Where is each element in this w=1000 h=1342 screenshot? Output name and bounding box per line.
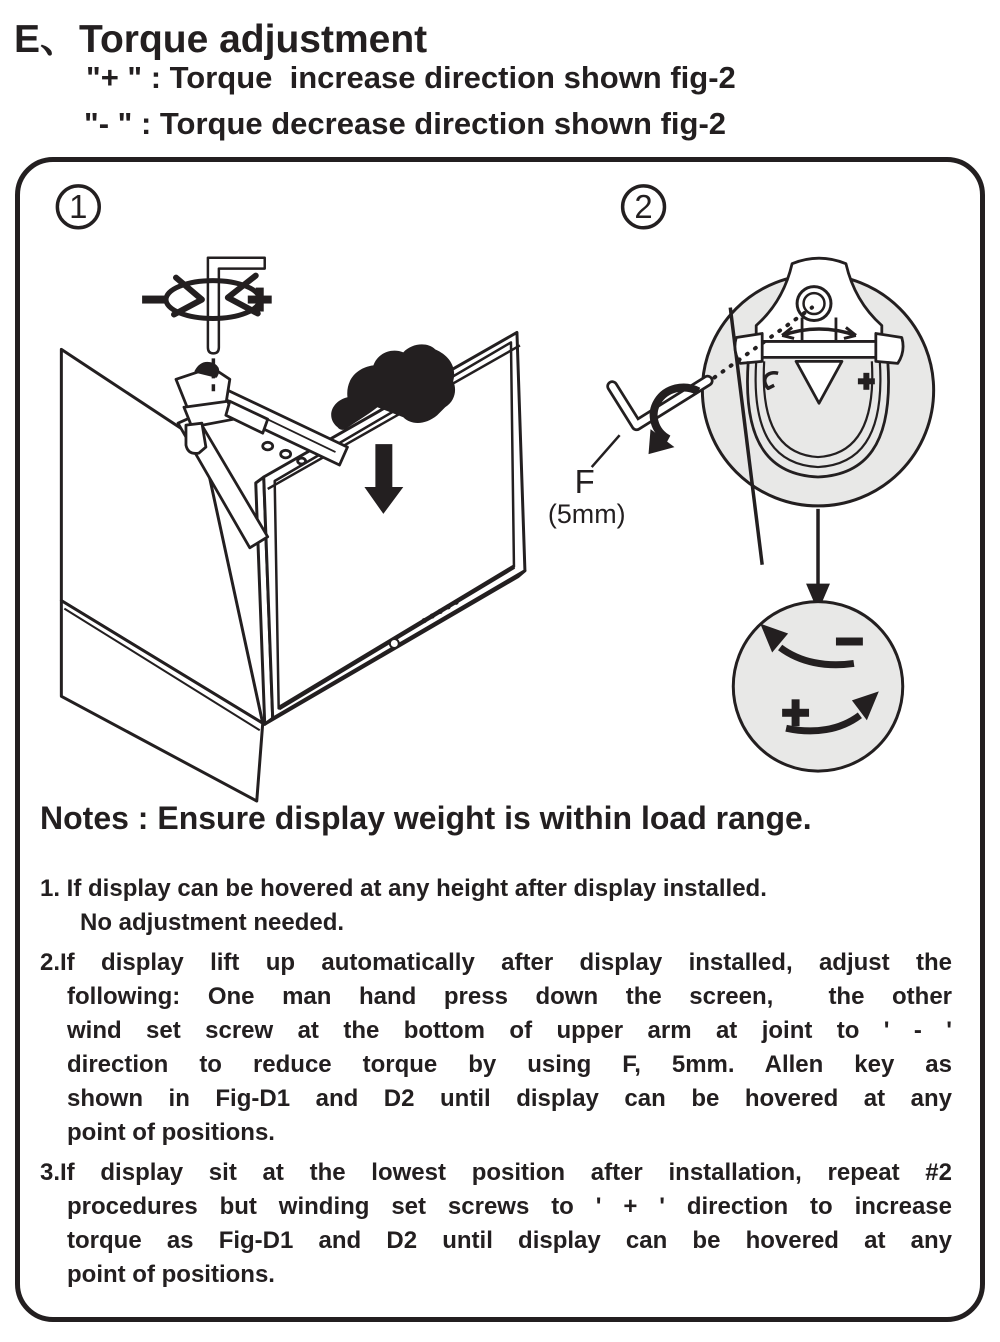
note-line: torque as Fig-D1 and D2 until display can be hovered at any bbox=[67, 1227, 952, 1254]
torque-decrease-note: "- " : Torque decrease direction shown fig-2 bbox=[84, 106, 727, 141]
decrease-minus-mark bbox=[836, 638, 863, 646]
page-title: E、Torque adjustment bbox=[14, 18, 428, 61]
torque-direction-circle bbox=[733, 602, 902, 771]
allen-key-2-icon bbox=[592, 342, 708, 467]
allen-key-label: F bbox=[574, 462, 595, 500]
note-line: wind set screw at the bottom of upper arm at joint to ' - ' bbox=[67, 1017, 952, 1044]
key-leader-line bbox=[592, 435, 620, 467]
plus-label-v bbox=[256, 288, 264, 312]
note-item-2 bbox=[40, 946, 952, 1150]
minus-label bbox=[142, 296, 168, 304]
note-line: point of positions. bbox=[67, 1119, 275, 1146]
callout-down-arrow-icon bbox=[806, 509, 830, 612]
step-2-badge bbox=[623, 186, 665, 228]
note-line: point of positions. bbox=[67, 1261, 275, 1288]
instructions bbox=[40, 872, 952, 1298]
notes-heading: Notes : Ensure display weight is within load range. bbox=[40, 800, 812, 836]
step-2-number: 2 bbox=[634, 187, 653, 225]
note-item-1 bbox=[40, 872, 952, 940]
torque-adjustment-figure bbox=[16, 158, 982, 804]
note-line: 3.If display sit at the lowest position after installation, repeat #2 bbox=[40, 1159, 952, 1186]
note-line: following: One man hand press down the screen, the other bbox=[67, 983, 952, 1010]
monitor-power-button bbox=[390, 639, 399, 648]
torque-increase-note: "+ " : Torque increase direction shown fig-2 bbox=[86, 60, 736, 95]
allen-key-size: (5mm) bbox=[547, 498, 626, 529]
note-item-3 bbox=[40, 1156, 952, 1292]
note-line: 2.If display lift up automatically after display installed, adjust the bbox=[40, 949, 952, 976]
note-line: direction to reduce torque by using F, 5mm. Allen key as bbox=[67, 1051, 952, 1078]
note-line: No adjustment needed. bbox=[80, 909, 345, 936]
note-line: shown in Fig-D1 and D2 until display can be hovered at any bbox=[67, 1085, 952, 1112]
note-line: procedures but winding set screws to ' + ' direction to increase bbox=[67, 1193, 952, 1220]
step-1-number: 1 bbox=[69, 187, 88, 225]
step-1-badge bbox=[57, 186, 99, 228]
note-line: 1. If display can be hovered at any height after display installed. bbox=[40, 875, 767, 902]
